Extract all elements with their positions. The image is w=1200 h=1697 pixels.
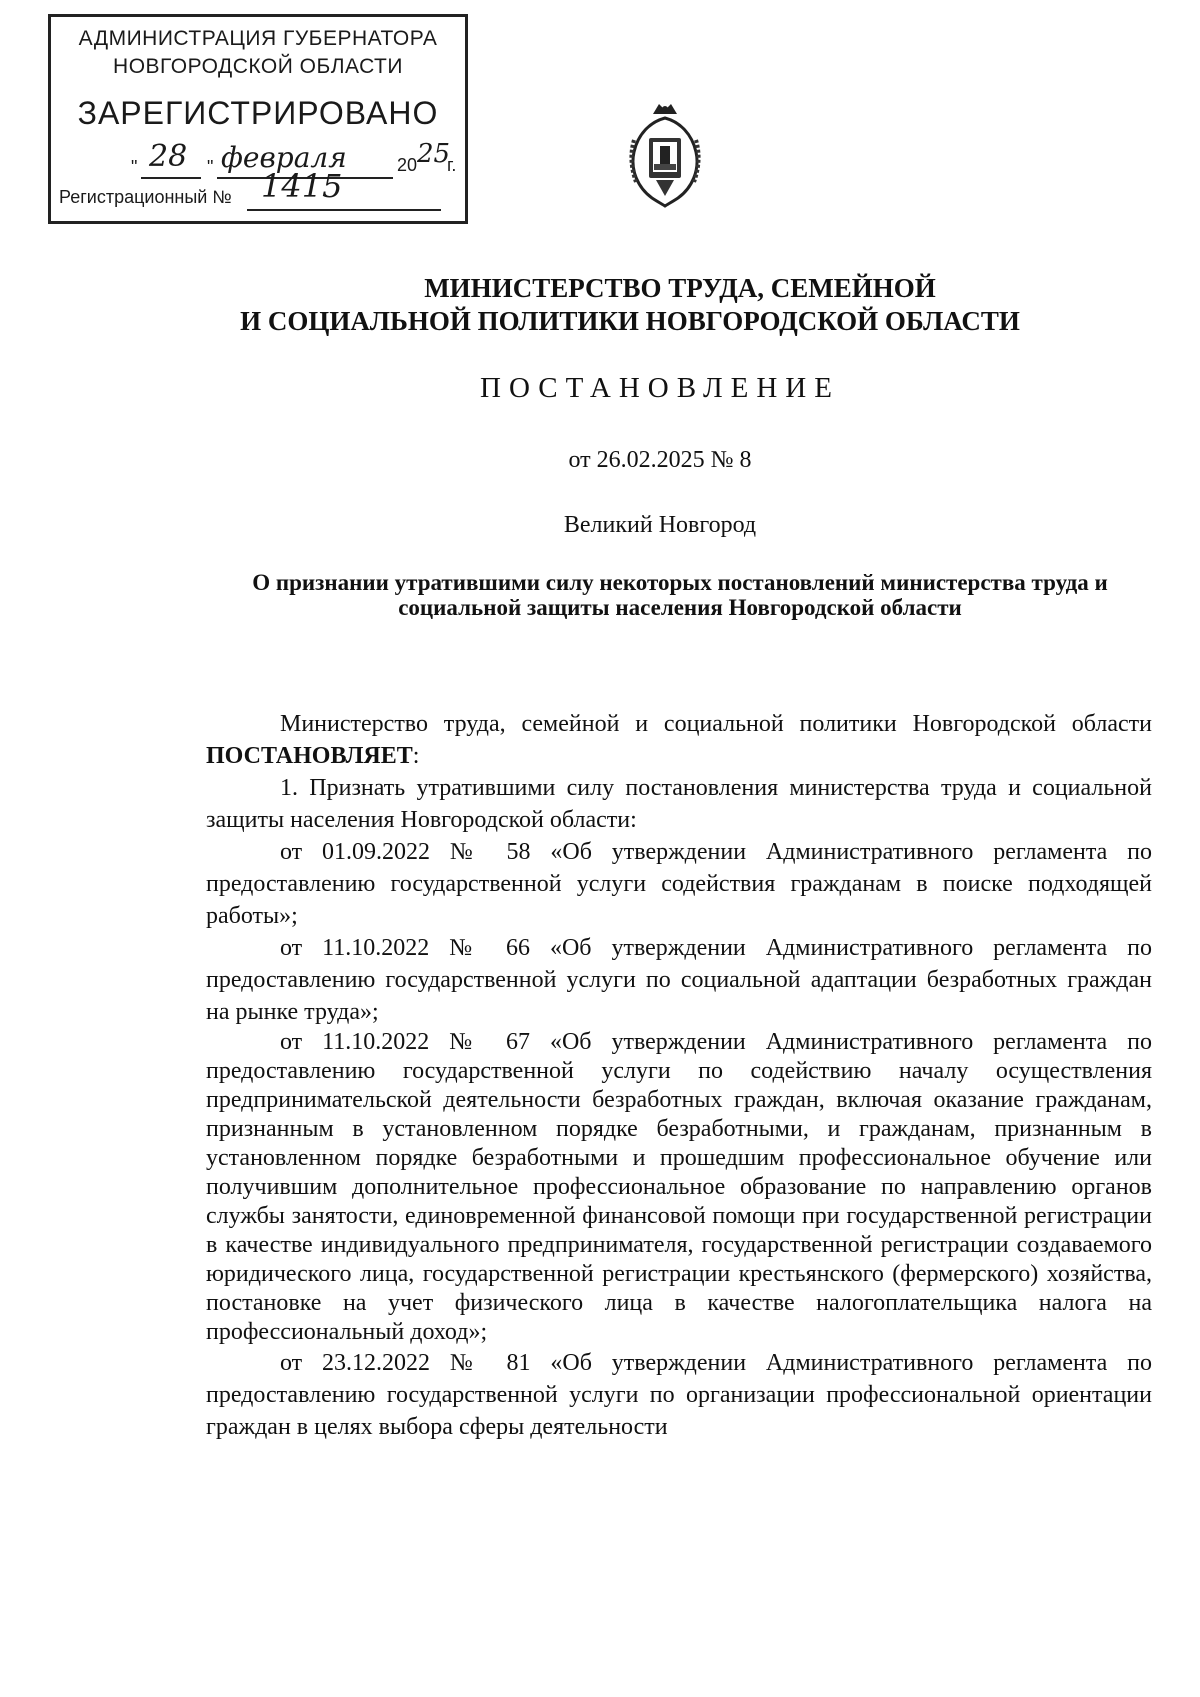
- stamp-registered: ЗАРЕГИСТРИРОВАНО: [77, 95, 439, 131]
- intro-end: :: [412, 743, 420, 769]
- stamp-year-prefix: 20: [397, 155, 418, 175]
- stamp-year-suffix: 25: [417, 139, 451, 169]
- stamp-quote-close: ": [207, 157, 214, 177]
- stamp-quote-open: ": [131, 157, 138, 177]
- registration-stamp: [48, 14, 468, 224]
- stamp-reg-label: Регистрационный №: [59, 187, 232, 207]
- coat-of-arms-icon: [620, 100, 710, 210]
- stamp-reg-number: 1415: [261, 167, 343, 205]
- stamp-line-2: НОВГОРОДСКОЙ ОБЛАСТИ: [113, 55, 403, 78]
- decree-3-paragraph: от 11.10.2022 № 67 «Об утверждении Административного регламента по предоставлению государственной услуги по содействию началу осуществления предпринимательской деятельности безработных граждан, включая оказание гражданам, признанным в установленном порядке безработными, и гражданам, признанным в установленном порядке безработными и прошедшим профессиональное обучение или получившим дополнительное профессиональное образование по направлению органов службы занятости, единовременной финансовой помощи при государственной регистрации в качестве индивидуального предпринимателя, государственной регистрации создаваемого юридического лица, государственной регистрации крестьянского (фермерского) хозяйства, постановке на учет физического лица в качестве налогоплательщика налога на профессиональный доход»;: [206, 1029, 1152, 1345]
- ministry-name: [0, 272, 1200, 338]
- stamp-year-unit: г.: [447, 155, 457, 175]
- intro-action: ПОСТАНОВЛЯЕТ: [206, 743, 413, 769]
- intro-paragraph: [206, 708, 1152, 772]
- document-date-number: от 26.02.2025 № 8: [568, 447, 752, 473]
- document-body: [206, 708, 1152, 1443]
- stamp-day-underline: [141, 177, 201, 179]
- stamp-line-1: АДМИНИСТРАЦИЯ ГУБЕРНАТОРА: [78, 27, 438, 50]
- decree-2-paragraph: от 11.10.2022 № 66 «Об утверждении Административного регламента по предоставлению государственной услуги по социальной адаптации безработных граждан на рынке труда»;: [206, 935, 1152, 1025]
- document-city: Великий Новгород: [563, 512, 757, 538]
- decree-1-paragraph: от 01.09.2022 № 58 «Об утверждении Административного регламента по предоставлению государственной услуги содействия гражданам в поиске подходящей работы»;: [206, 839, 1152, 929]
- document-subject: О признании утратившими силу некоторых постановлений министерства труда и социальной защиты населения Новгородской области: [252, 570, 1108, 620]
- decree-4-paragraph: от 23.12.2022 № 81 «Об утверждении Административного регламента по предоставлению государственной услуги по организации профессиональной ориентации граждан в целях выбора сферы деятельности: [206, 1350, 1152, 1440]
- stamp-reg-underline: [247, 209, 441, 211]
- item-1-paragraph: 1. Признать утратившими силу постановления министерства труда и социальной защиты населения Новгородской области:: [206, 775, 1152, 833]
- ministry-line-2: И СОЦИАЛЬНОЙ ПОЛИТИКИ НОВГОРОДСКОЙ ОБЛАСТИ: [240, 306, 1020, 336]
- document-type: ПОСТАНОВЛЕНИЕ: [480, 372, 840, 404]
- stamp-day: 28: [149, 139, 188, 174]
- ministry-line-1: МИНИСТЕРСТВО ТРУДА, СЕМЕЙНОЙ: [424, 273, 936, 303]
- stamp-month: февраля: [221, 141, 347, 174]
- intro-text: Министерство труда, семейной и социальной политики Новгородской области: [280, 711, 1152, 737]
